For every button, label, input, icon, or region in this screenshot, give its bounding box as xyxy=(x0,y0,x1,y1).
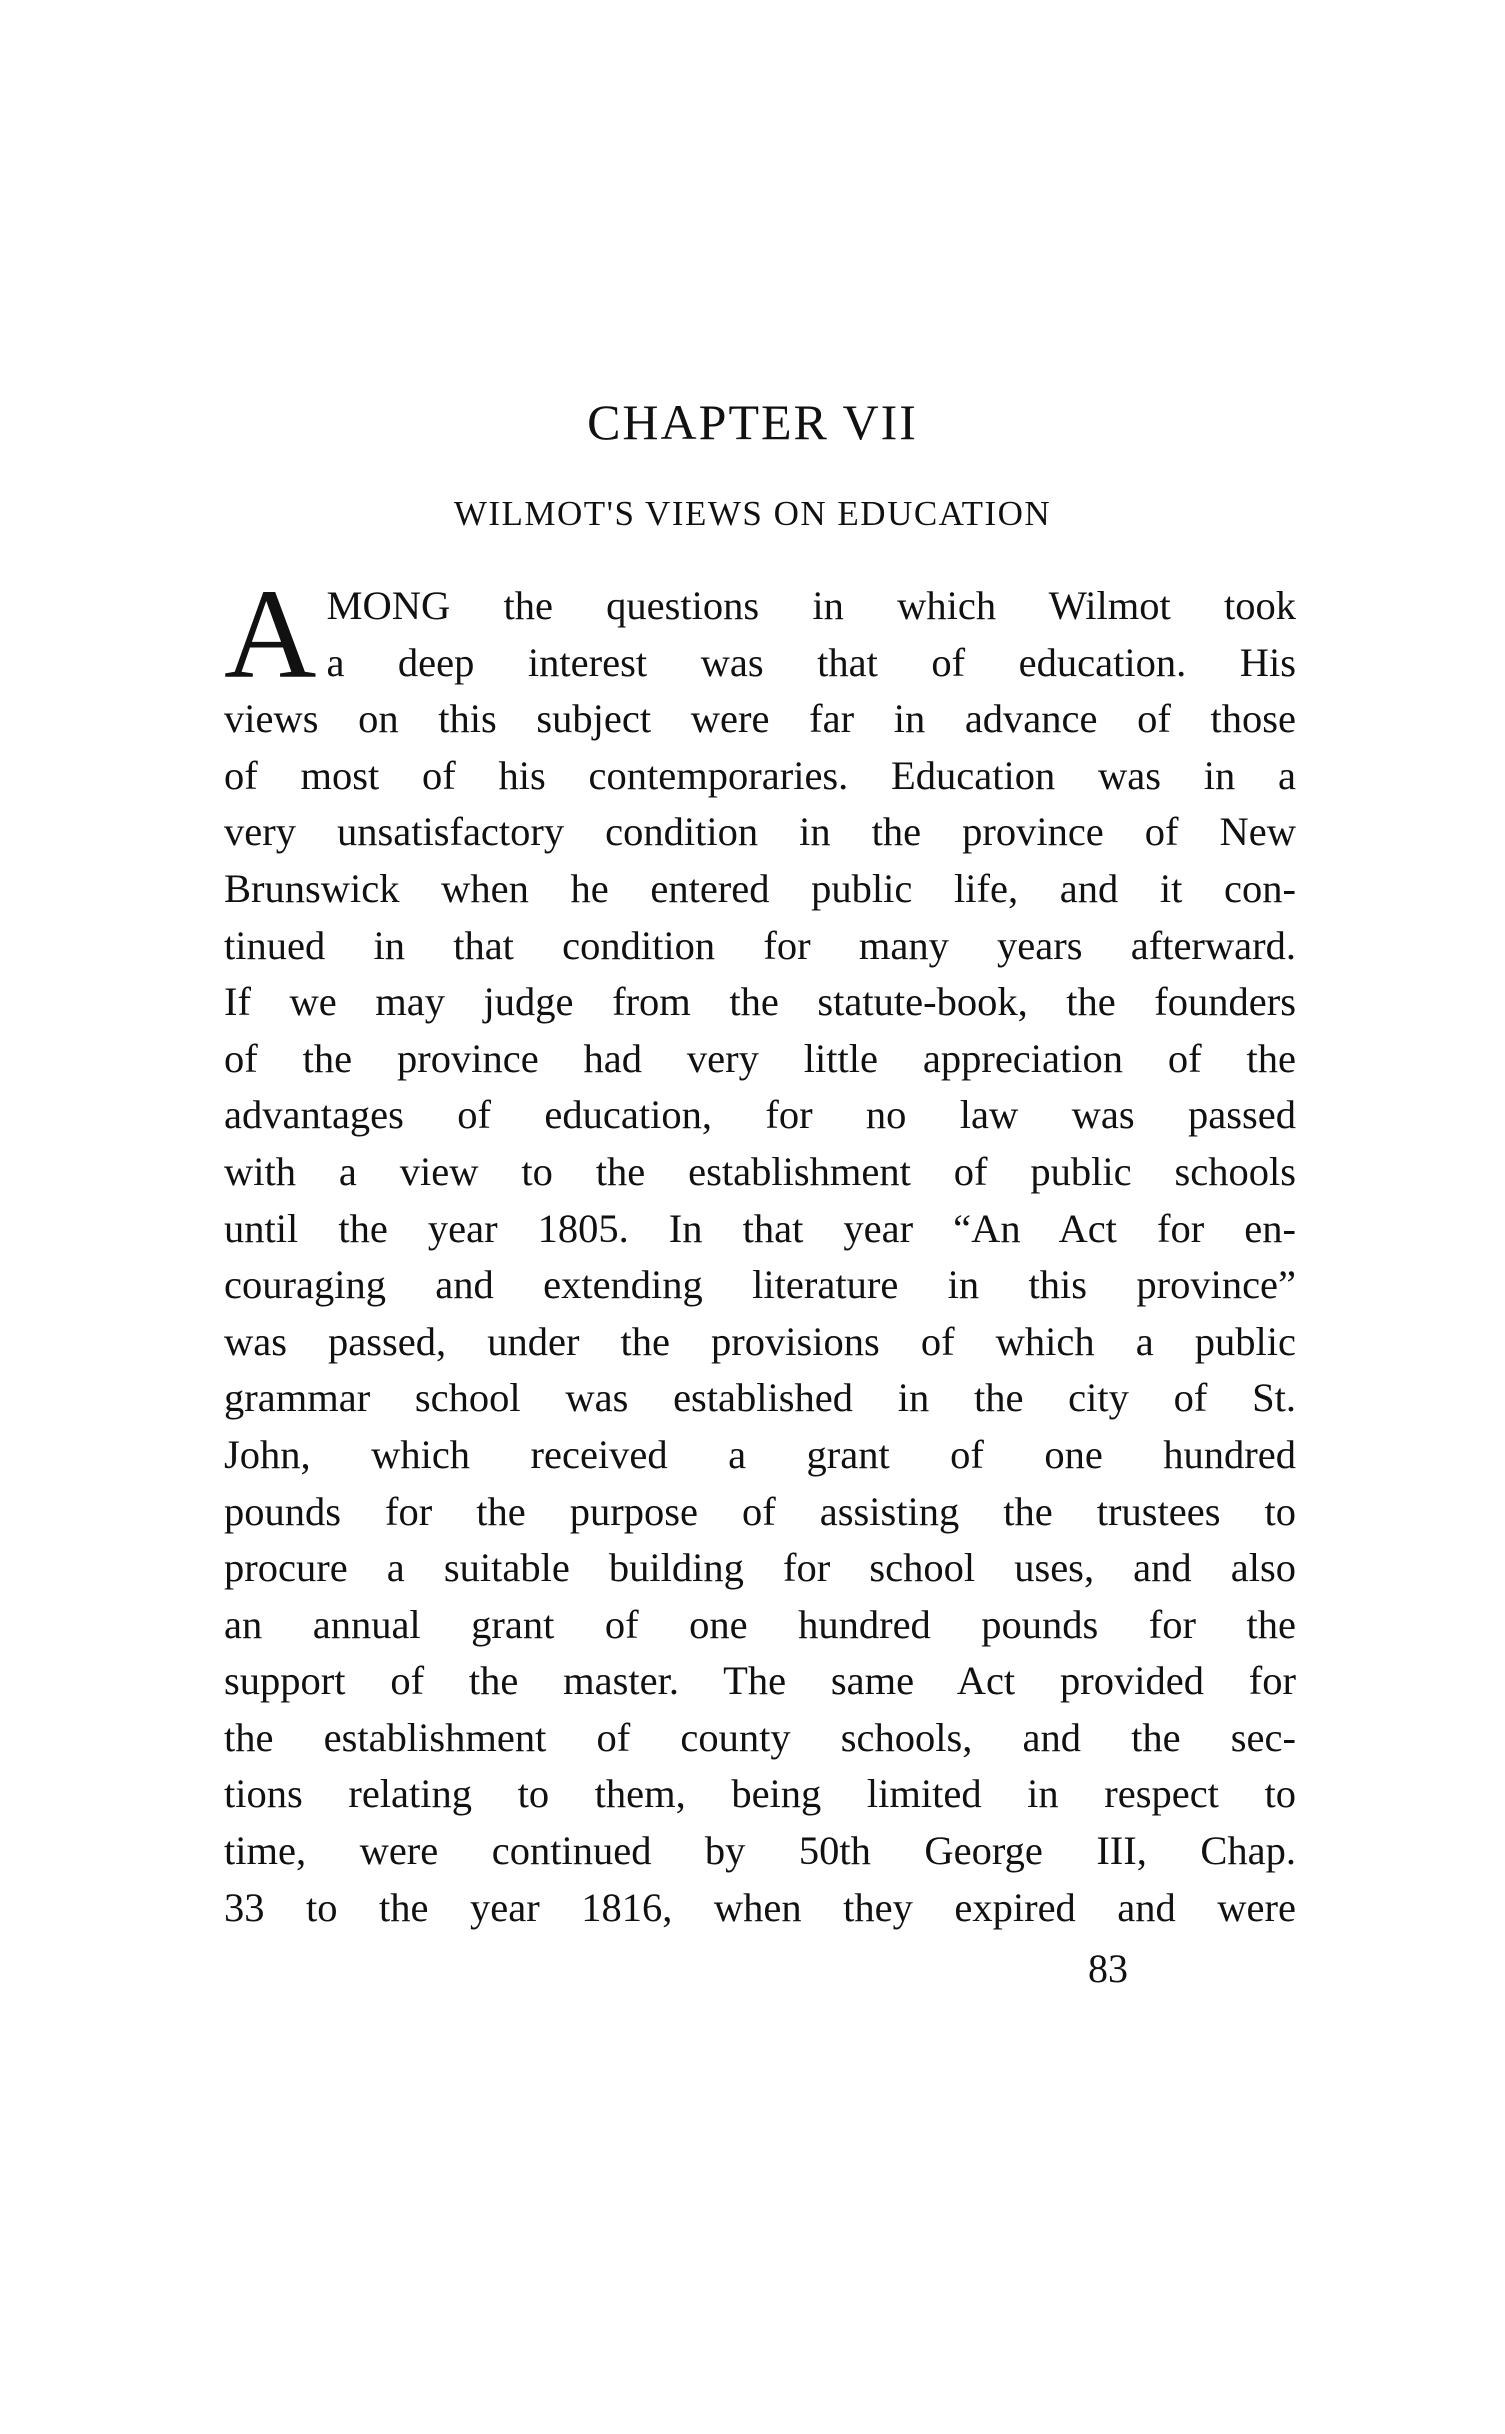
first-word-small-caps: MONG xyxy=(326,583,451,628)
drop-cap-letter: A xyxy=(224,563,317,705)
text-line: of the province had very little appreciation of the xyxy=(224,1035,1296,1081)
text-line: tinued in that condition for many years afterward. xyxy=(224,922,1296,968)
text-line: of most of his contemporaries. Education was in a xyxy=(224,752,1296,798)
text-line: very unsatisfactory condition in the province of New xyxy=(224,809,1296,855)
text-line: the establishment of county schools, and the sec- xyxy=(224,1714,1296,1760)
text-line: Brunswick when he entered public life, and it con- xyxy=(224,865,1296,911)
text-line: advantages of education, for no law was passed xyxy=(224,1092,1296,1138)
text-line: 33 to the year 1816, when they expired and were xyxy=(224,1884,1296,1930)
page-number: 83 xyxy=(1088,1946,1128,1991)
text-line: pounds for the purpose of assisting the trustees to xyxy=(224,1488,1296,1534)
text-line: was passed, under the provisions of which a public xyxy=(224,1318,1296,1364)
text-line: an annual grant of one hundred pounds for the xyxy=(224,1601,1296,1647)
text-line: If we may judge from the statute-book, the founders xyxy=(224,979,1296,1025)
chapter-number-heading: CHAPTER VII xyxy=(587,394,918,450)
text-line: procure a suitable building for school uses, and also xyxy=(224,1545,1296,1591)
text-line: couraging and extending literature in this province” xyxy=(224,1262,1296,1308)
text-line xyxy=(224,578,1296,635)
text-line: tions relating to them, being limited in respect to xyxy=(224,1771,1296,1817)
chapter-body-paragraph xyxy=(224,563,1296,1936)
text-line: views on this subject were far in advance of those xyxy=(224,696,1296,742)
text-line: John, which received a grant of one hundred xyxy=(224,1431,1296,1477)
chapter-title-heading: WILMOT'S VIEWS ON EDUCATION xyxy=(453,494,1052,533)
text-line: until the year 1805. In that year “An Act for en- xyxy=(224,1205,1296,1251)
text-line: grammar school was established in the city of St. xyxy=(224,1375,1296,1421)
text-line: time, were continued by 50th George III, Chap. xyxy=(224,1828,1296,1874)
text-line: a deep interest was that of education. His xyxy=(326,639,1296,685)
text-line: support of the master. The same Act provided for xyxy=(224,1658,1296,1704)
text-line: with a view to the establishment of public schools xyxy=(224,1148,1296,1194)
text-line-content: the questions in which Wilmot took xyxy=(450,583,1296,628)
